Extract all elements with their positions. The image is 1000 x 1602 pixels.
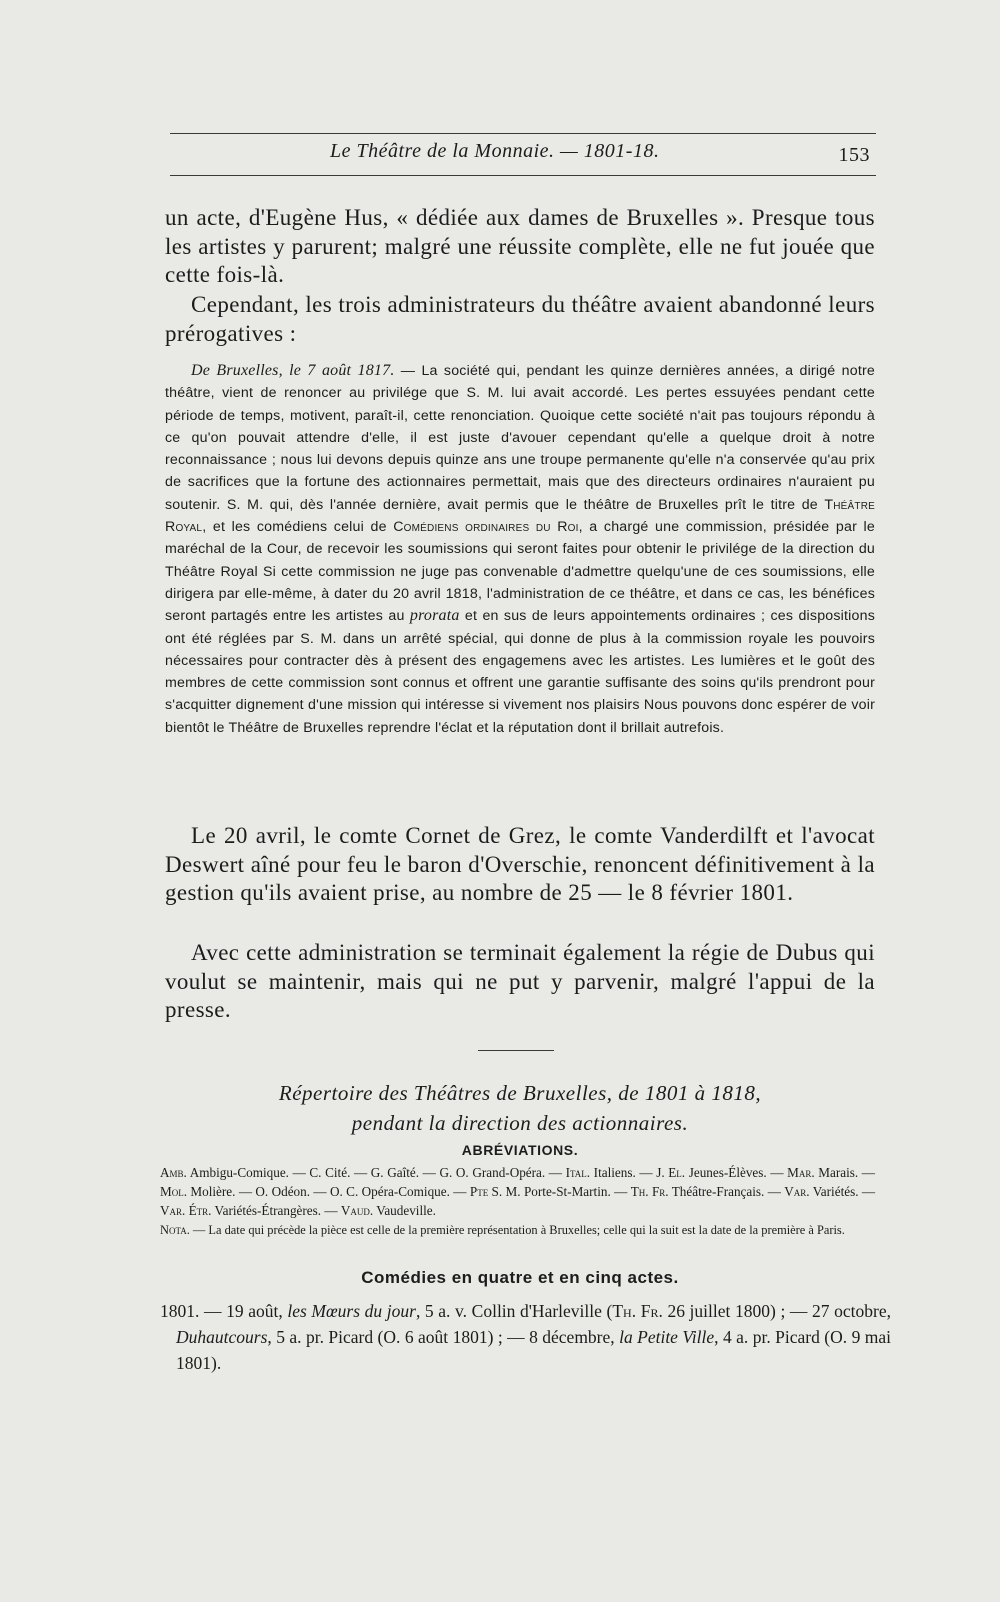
body-paragraph: Cependant, les trois administrateurs du théâtre avaient abandonné leurs prérogatives :: [165, 292, 875, 346]
play-title: les Mœurs du jour: [287, 1301, 416, 1321]
abbreviation-item: [341, 1203, 436, 1218]
abbreviation-item: [255, 1184, 310, 1199]
header-rule-top: [170, 133, 876, 134]
abbreviation-code: G.: [370, 1165, 384, 1180]
abbreviation-name: Porte-St-Martin.: [520, 1184, 611, 1199]
abbreviations-heading: ABRÉVIATIONS.: [461, 1142, 579, 1158]
abbreviation-name: Marais.: [814, 1165, 859, 1180]
body-paragraph: Avec cette administration se terminait également la régie de Dubus qui voulut se maintenir, mais qui ne put y parvenir, malgré l'appui de la presse.: [165, 940, 875, 1022]
abbreviation-code: Mol.: [160, 1184, 188, 1199]
repertoire-entry: 1801. — 19 août, les Mœurs du jour, 5 a. v. Collin d'Harleville (Th. Fr. 26 juillet 1800) ; — 27 octobre, Duhautcours, 5 a. pr. Picard (O. 6 août 1801) ; — 8 décembre, la Petite Ville, 4 a. pr. Picard (O. 9 mai 1801).: [160, 1301, 892, 1373]
abbreviation-name: Opéra-Comique.: [358, 1184, 450, 1199]
abbreviation-code: Amb.: [160, 1165, 187, 1180]
abbreviation-code: J. El.: [656, 1165, 686, 1180]
abbreviation-code: Ital.: [565, 1165, 591, 1180]
play-title: la Petite Ville: [619, 1327, 715, 1347]
abbreviation-name: Variétés-Étrangères.: [211, 1203, 322, 1218]
nota: Nota. — La date qui précède la pièce est celle de la première représentation à Bruxelles; celle qui la suit est la date de la première à Paris.: [160, 1223, 845, 1237]
abbreviation-item: [631, 1184, 765, 1199]
abbreviation-item: [439, 1165, 545, 1180]
quoted-article: De Bruxelles, le 7 août 1817. — La société qui, pendant les quinze dernières années, a dirigé notre théâtre, vient de renoncer au privilége que S. M. lui avait accordé. Les pertes essuyées pendant cette période de temps, motivent, paraît-il, cette renonciation. Quoique cette société n'ait pas toujours répondu à ce qu'on pouvait attendre d'elle, il est juste d'avouer cependant qu'elle a quelque droit à notre reconnaissance ; nous lui devons depuis quinze ans une troupe permanente qu'elle n'a conservée qu'au prix de sacrifices que la fortune des actionnaires permettait, mais que des directeurs ordinaires n'auraient pu soutenir. S. M. qui, dès l'année dernière, avait permis que le théâtre de Bruxelles prît le titre de Théâtre Royal, et les comédiens celui de Comédiens ordinaires du Roi, a chargé une commission, présidée par le maréchal de la Cour, de recevoir les soumissions qui seront faites pour obtenir le privilége de la direction du Théâtre Royal Si cette commission ne juge pas convenable d'admettre quelqu'une de ces soumissions, elle dirigera par elle-même, à dater du 20 avril 1818, l'administration de ce théâtre, et dans ce cas, les bénéfices seront partagés entre les artistes au prorata et en sus de leurs appointements ordinaires ; ces dispositions ont été réglées par S. M. dans un arrêté spécial, qui donne de plus à la commission royale les pouvoirs nécessaires pour contracter dès à présent des engagemens avec les artistes. Les lumières et le goût des membres de cette commission sont connus et offrent une garantie suffisante des soins qu'ils prendront pour s'acquitter dignement d'une mission qui intéresse si vivement nos plaisirs Nous pouvons donc espérer de voir bientôt le Théâtre de Bruxelles reprendre l'éclat et la réputation dont il brillait autrefois.: [165, 362, 875, 736]
abbreviation-name: Italiens.: [590, 1165, 636, 1180]
abbreviation-code: Th. Fr.: [630, 1184, 669, 1199]
abbreviation-item: [470, 1184, 611, 1199]
abbreviation-code: Vaud.: [340, 1203, 374, 1218]
abbreviation-name: Molière.: [187, 1184, 236, 1199]
header-rule-bottom: [170, 175, 876, 176]
play-title: Duhautcours: [176, 1327, 268, 1347]
abbreviation-code: O.: [255, 1184, 269, 1199]
abbreviation-item: [784, 1184, 858, 1199]
abbreviation-name: Ambigu-Comique.: [186, 1165, 289, 1180]
abbreviation-item: [309, 1165, 350, 1180]
abbreviation-code: O. C.: [329, 1184, 359, 1199]
abbreviation-name: Cité.: [321, 1165, 351, 1180]
abbreviation-code: G. O.: [439, 1165, 469, 1180]
abbreviations-list: Amb. Ambigu-Comique. — C. Cité. — G. Gaîté. — G. O. Grand-Opéra. — Ital. Italiens. — J. El. Jeunes-Élèves. — Mar. Marais. — Mol. Molière. — O. Odéon. — O. C. Opéra-Comique. — Pte S. M. Porte-St-Martin. — Th. Fr. Théâtre-Français. — Var. Variétés. — Var. Étr. Variétés-Étrangères. — Vaud. Vaudeville.: [160, 1165, 876, 1218]
abbreviation-name: Gaîté.: [383, 1165, 420, 1180]
abbreviation-code: Var.: [784, 1184, 810, 1199]
abbreviation-item: [330, 1184, 450, 1199]
abbreviation-item: [160, 1165, 289, 1180]
abbreviation-item: [566, 1165, 636, 1180]
abbreviation-name: Théâtre-Français.: [668, 1184, 765, 1199]
abbreviation-item: [160, 1184, 235, 1199]
abbreviation-code: C.: [309, 1165, 322, 1180]
quote-dateline: De Bruxelles, le 7 août 1817.: [191, 362, 395, 379]
abbreviation-name: Odéon.: [268, 1184, 311, 1199]
abbreviation-code: Var. Étr.: [160, 1203, 212, 1218]
abbreviation-code: Pte S. M.: [469, 1184, 521, 1199]
abbreviation-item: [787, 1165, 858, 1180]
section-heading: Comédies en quatre et en cinq actes.: [361, 1268, 679, 1287]
page-number: 153: [838, 144, 870, 166]
abbreviation-name: Jeunes-Élèves.: [685, 1165, 767, 1180]
repertoire-title: Répertoire des Théâtres de Bruxelles, de 1801 à 1818, pendant la direction des actionnaires.: [278, 1081, 762, 1135]
abbreviation-name: Vaudeville.: [373, 1203, 436, 1218]
body-paragraph: Le 20 avril, le comte Cornet de Grez, le comte Vanderdilft et l'avocat Deswert aîné pour feu le baron d'Overschie, renoncent définitivement à la gestion qu'ils avaient prise, au nombre de 25 — le 8 février 1801.: [165, 823, 875, 905]
page-header: [170, 140, 870, 170]
abbreviation-item: [371, 1165, 419, 1180]
intro-paragraph: un acte, d'Eugène Hus, « dédiée aux dames de Bruxelles ». Presque tous les artistes y parurent; malgré une réussite complète, elle ne fut jouée que cette fois-là.: [165, 205, 875, 287]
abbreviation-item: [656, 1165, 767, 1180]
abbreviation-name: Variétés.: [809, 1184, 859, 1199]
abbreviation-name: Grand-Opéra.: [468, 1165, 546, 1180]
abbreviation-item: [160, 1203, 321, 1218]
running-title: Le Théâtre de la Monnaie. — 1801-18.: [330, 140, 660, 162]
section-divider: [478, 1050, 554, 1051]
abbreviation-code: Mar.: [787, 1165, 815, 1180]
